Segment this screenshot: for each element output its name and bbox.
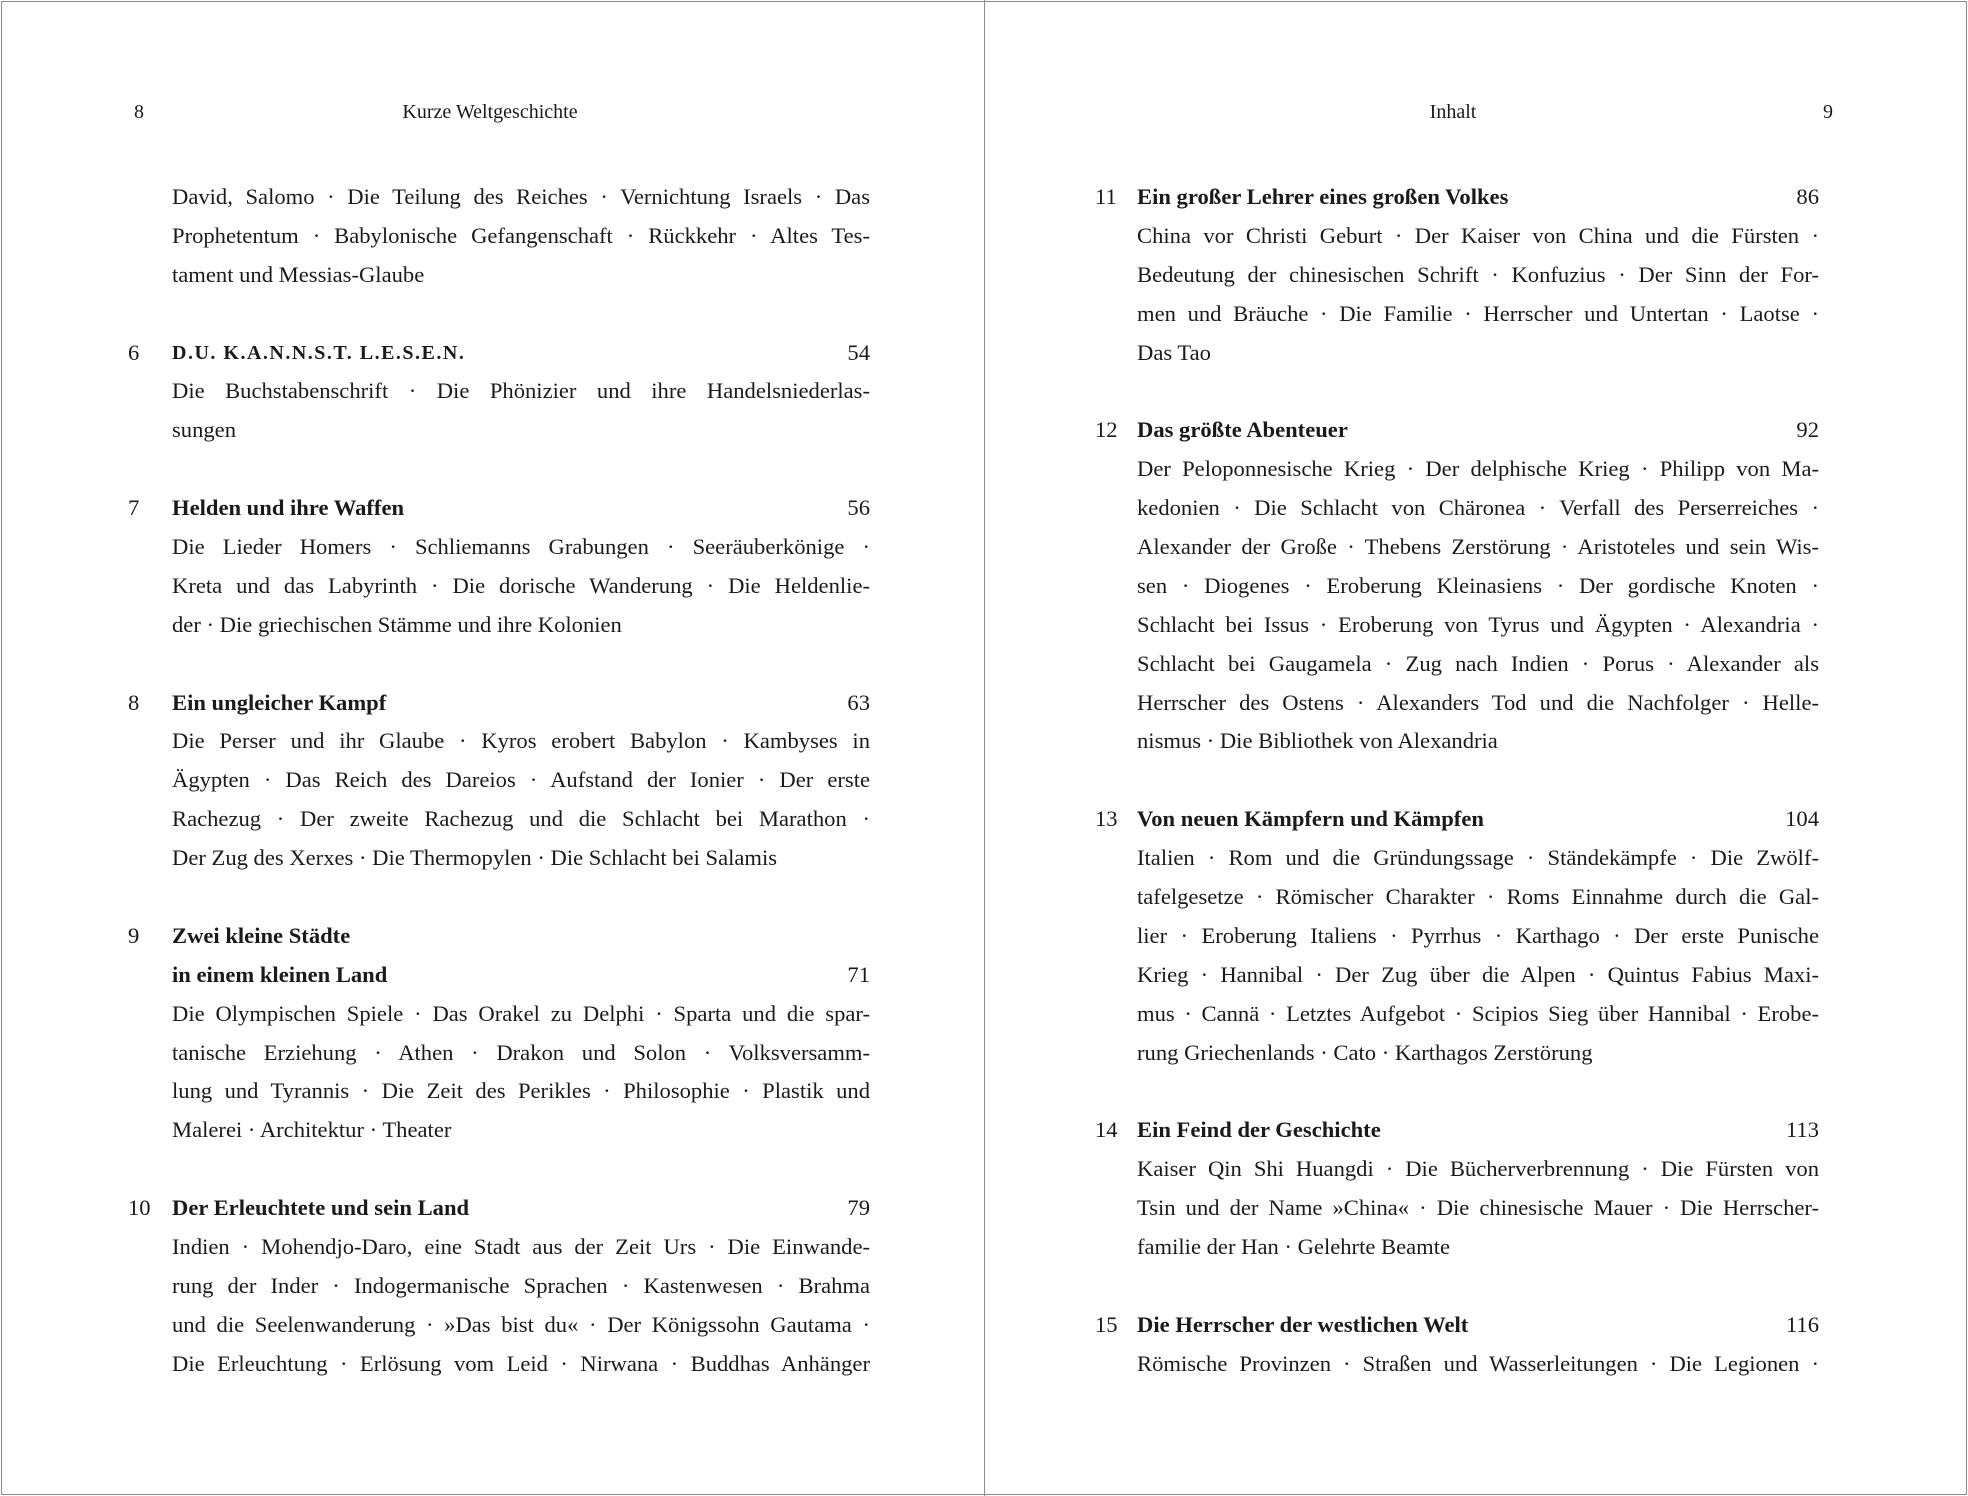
- entry-description-line: Der Zug des Xerxes · Die Thermopylen · Die Schlacht bei Salamis: [172, 845, 778, 871]
- toc-entry: [1095, 411, 1819, 761]
- entry-body: [172, 722, 870, 761]
- chapter-number: 15: [1095, 1311, 1118, 1337]
- entry-description-line: tanische Erziehung · Athen · Drakon und Solon · Volksversamm-: [172, 1039, 870, 1065]
- chapter-page-number: 104: [1785, 806, 1819, 832]
- toc-title-row: [128, 1189, 870, 1228]
- toc-entry: [128, 917, 870, 1150]
- entry-number-spacer: [1095, 917, 1137, 956]
- entry-description-line: tament und Messias-Glaube: [172, 261, 425, 287]
- entry-description-line: Tsin und der Name »China« · Die chinesische Mauer · Die Herrscher-: [1137, 1195, 1819, 1221]
- chapter-page-number: 113: [1785, 1117, 1819, 1143]
- entry-body: [1137, 528, 1819, 567]
- entry-description-line: kedonien · Die Schlacht von Chäronea · Verfall des Perserreiches ·: [1137, 495, 1819, 521]
- entry-number-spacer: [1095, 606, 1137, 645]
- toc-title-row: [1095, 1306, 1819, 1345]
- toc-row: [1095, 1150, 1819, 1189]
- entry-body: [1137, 295, 1819, 334]
- entry-description-line: lier · Eroberung Italiens · Pyrrhus · Karthago · Der erste Punische: [1137, 922, 1819, 948]
- entry-number-spacer: [128, 178, 172, 217]
- entry-body: [172, 1345, 870, 1384]
- entry-number-spacer: [1095, 450, 1137, 489]
- toc-row: [128, 995, 870, 1034]
- toc-row: [1095, 334, 1819, 373]
- toc-row: [128, 411, 870, 450]
- toc-row: [1095, 528, 1819, 567]
- entry-number-spacer: [1095, 567, 1137, 606]
- entry-number-spacer: [128, 567, 172, 606]
- toc-row: [128, 839, 870, 878]
- chapter-title: [172, 1189, 870, 1228]
- entry-description-line: der · Die griechischen Stämme und ihre Kolonien: [172, 611, 622, 637]
- chapter-title-text: Die Herrscher der westlichen Welt: [1137, 1311, 1469, 1337]
- entry-body: [1137, 1345, 1819, 1384]
- entry-description-line: Prophetentum · Babylonische Gefangenschaft · Rückkehr · Altes Tes-: [172, 222, 870, 248]
- entry-number-spacer: [128, 1345, 172, 1384]
- toc-entry: [128, 684, 870, 878]
- entry-number-spacer: [128, 722, 172, 761]
- toc-row: [1095, 839, 1819, 878]
- chapter-page-number: 56: [847, 495, 870, 521]
- chapter-title-text: Ein Feind der Geschichte: [1137, 1117, 1381, 1143]
- toc-row: [128, 800, 870, 839]
- entry-body: [1137, 956, 1819, 995]
- entry-number-spacer: [128, 411, 172, 450]
- toc-row: [128, 217, 870, 256]
- toc-row: [1095, 1345, 1819, 1384]
- entry-description-line: Alexander der Große · Thebens Zerstörung · Aristoteles und sein Wis-: [1137, 534, 1819, 560]
- entry-number-spacer: [128, 1228, 172, 1267]
- entry-number-spacer: [1095, 1189, 1137, 1228]
- toc-row: [1095, 567, 1819, 606]
- chapter-page-number: 71: [847, 961, 870, 987]
- entry-description-line: und die Seelenwanderung · »Das bist du« · Der Königssohn Gautama ·: [172, 1311, 870, 1337]
- toc-row: [128, 1034, 870, 1073]
- entry-number-spacer: [1095, 1034, 1137, 1073]
- entry-body: [1137, 1189, 1819, 1228]
- chapter-number: 6: [128, 339, 140, 365]
- entry-number-spacer: [128, 256, 172, 295]
- entry-body: [1137, 489, 1819, 528]
- entry-body: [172, 1267, 870, 1306]
- entry-number-spacer: [128, 800, 172, 839]
- toc-entry: [128, 489, 870, 645]
- entry-number-spacer: [1095, 956, 1137, 995]
- toc-title-row: [1095, 178, 1819, 217]
- entry-number-spacer: [1095, 995, 1137, 1034]
- chapter-page-number: 63: [847, 689, 870, 715]
- entry-body: [172, 1111, 870, 1150]
- chapter-title-text: Der Erleuchtete und sein Land: [172, 1195, 470, 1221]
- entry-body: [1137, 450, 1819, 489]
- entry-description-line: Der Peloponnesische Krieg · Der delphische Krieg · Philipp von Ma-: [1137, 456, 1819, 482]
- entry-body: [1137, 256, 1819, 295]
- entry-number-spacer: [1095, 878, 1137, 917]
- toc-entry: [1095, 1111, 1819, 1267]
- chapter-title-text: Ein großer Lehrer eines großen Volkes: [1137, 184, 1509, 209]
- chapter-number: 9: [128, 922, 140, 948]
- entry-body: [172, 411, 870, 450]
- entry-description-line: rung der Inder · Indogermanische Sprachen · Kastenwesen · Brahma: [172, 1272, 870, 1298]
- entry-body: [1137, 1150, 1819, 1189]
- entry-description-line: Herrscher des Ostens · Alexanders Tod und die Nachfolger · Helle-: [1137, 689, 1819, 715]
- entry-number-spacer: [128, 1267, 172, 1306]
- entry-body: [172, 606, 870, 645]
- toc-row: [128, 1111, 870, 1150]
- entry-description-line: lung und Tyrannis · Die Zeit des Perikles · Philosophie · Plastik und: [172, 1078, 870, 1104]
- entry-body: [172, 761, 870, 800]
- toc-row: [128, 1228, 870, 1267]
- entry-body: [1137, 645, 1819, 684]
- entry-description-line: mus · Cannä · Letztes Aufgebot · Scipios Sieg über Hannibal · Erobe-: [1137, 1000, 1819, 1026]
- toc-row: [128, 528, 870, 567]
- chapter-title: [172, 956, 870, 995]
- chapter-number: 8: [128, 689, 140, 715]
- chapter-title: [172, 334, 870, 373]
- entry-body: [172, 1034, 870, 1073]
- chapter-title: [1137, 1306, 1819, 1345]
- toc-row: [128, 1072, 870, 1111]
- entry-description-line: men und Bräuche · Die Familie · Herrscher und Untertan · Laotse ·: [1137, 300, 1819, 326]
- entry-body: [172, 528, 870, 567]
- chapter-title-text: Helden und ihre Waffen: [172, 495, 405, 521]
- running-head: Inhalt: [1429, 101, 1477, 123]
- right-page: [985, 0, 1968, 1496]
- entry-number-spacer: [1095, 1150, 1137, 1189]
- entry-number-spacer: [1095, 295, 1137, 334]
- entry-number-spacer: [1095, 1228, 1137, 1267]
- entry-number-spacer: [128, 1306, 172, 1345]
- entry-description-line: sen · Diogenes · Eroberung Kleinasiens · Der gordische Knoten ·: [1137, 572, 1819, 598]
- entry-body: [1137, 878, 1819, 917]
- entry-number-spacer: [1095, 1345, 1137, 1384]
- entry-description-line: Krieg · Hannibal · Der Zug über die Alpen · Quintus Fabius Maxi-: [1137, 961, 1819, 987]
- entry-body: [1137, 684, 1819, 723]
- entry-body: [1137, 995, 1819, 1034]
- toc-row: [1095, 489, 1819, 528]
- chapter-title: [1137, 411, 1819, 450]
- entry-number-spacer: [1095, 256, 1137, 295]
- entry-body: [172, 800, 870, 839]
- entry-description-line: Schlacht bei Issus · Eroberung von Tyrus und Ägypten · Alexandria ·: [1137, 611, 1819, 637]
- entry-description-line: Die Buchstabenschrift · Die Phönizier und ihre Handelsniederlas-: [172, 378, 870, 404]
- entry-number-spacer: [128, 1034, 172, 1073]
- chapter-title-text: Von neuen Kämpfern und Kämpfen: [1137, 806, 1484, 832]
- chapter-page-number: 86: [1796, 184, 1819, 209]
- entry-body: [172, 178, 870, 217]
- entry-description-line: Indien · Mohendjo-Daro, eine Stadt aus der Zeit Urs · Die Einwande-: [172, 1234, 870, 1260]
- entry-description-line: China vor Christi Geburt · Der Kaiser von China und die Fürsten ·: [1137, 222, 1819, 248]
- chapter-page-number: 54: [847, 339, 870, 365]
- toc-row: [1095, 917, 1819, 956]
- entry-description-line: Schlacht bei Gaugamela · Zug nach Indien · Porus · Alexander als: [1137, 650, 1819, 676]
- toc-title-row: [128, 917, 870, 956]
- page-number: 9: [1823, 101, 1833, 123]
- chapter-page-number: 116: [1785, 1311, 1819, 1337]
- toc-row: [128, 372, 870, 411]
- toc-entry: [128, 334, 870, 451]
- toc-row: [1095, 645, 1819, 684]
- entry-number-spacer: [128, 995, 172, 1034]
- entry-number-spacer: [1095, 722, 1137, 761]
- toc-row: [1095, 606, 1819, 645]
- entry-body: [172, 839, 870, 878]
- entry-number-spacer: [1095, 684, 1137, 723]
- chapter-title-text: D.U. K.A.N.N.S.T. L.E.S.E.N.: [172, 341, 466, 364]
- toc-entry: [128, 1189, 870, 1383]
- entry-description-line: Die Perser und ihr Glaube · Kyros erobert Babylon · Kambyses in: [172, 728, 870, 754]
- chapter-number: 11: [1095, 184, 1117, 209]
- chapter-page-number: 79: [847, 1195, 870, 1221]
- entry-description-line: sungen: [172, 417, 237, 443]
- entry-body: [1137, 1228, 1819, 1267]
- chapter-number: 10: [128, 1195, 151, 1221]
- chapter-title-text: Ein ungleicher Kampf: [172, 689, 387, 715]
- chapter-title-text: Das größte Abenteuer: [1137, 417, 1348, 443]
- toc-row: [1095, 295, 1819, 334]
- chapter-title-text: Zwei kleine Städte: [172, 922, 351, 948]
- chapter-title: [172, 684, 870, 723]
- entry-description-line: rung Griechenlands · Cato · Karthagos Zerstörung: [1137, 1039, 1593, 1065]
- toc-row: [1095, 450, 1819, 489]
- toc-row: [128, 178, 870, 217]
- toc-title-row: [1095, 1111, 1819, 1150]
- entry-body: [172, 372, 870, 411]
- entry-number-spacer: [128, 372, 172, 411]
- entry-number-spacer: [128, 1072, 172, 1111]
- toc-row: [128, 1345, 870, 1384]
- entry-number-spacer: [1095, 217, 1137, 256]
- entry-number-spacer: [1095, 645, 1137, 684]
- toc-row: [128, 722, 870, 761]
- toc-title-row: [128, 489, 870, 528]
- entry-number-spacer: [128, 606, 172, 645]
- chapter-number: [128, 956, 172, 995]
- chapter-title: [172, 917, 870, 956]
- entry-description-line: Die Olympischen Spiele · Das Orakel zu Delphi · Sparta und die spar-: [172, 1000, 870, 1026]
- toc-row: [1095, 684, 1819, 723]
- entry-body: [172, 217, 870, 256]
- chapter-number: 14: [1095, 1117, 1118, 1143]
- entry-description-line: Italien · Rom und die Gründungssage · Ständekämpfe · Die Zwölf-: [1137, 845, 1819, 871]
- entry-description-line: Die Lieder Homers · Schliemanns Grabungen · Seeräuberkönige ·: [172, 534, 870, 560]
- entry-number-spacer: [1095, 839, 1137, 878]
- entry-body: [1137, 917, 1819, 956]
- entry-description-line: Römische Provinzen · Straßen und Wasserleitungen · Die Legionen ·: [1137, 1350, 1819, 1376]
- entry-description-line: Kaiser Qin Shi Huangdi · Die Bücherverbrennung · Die Fürsten von: [1137, 1156, 1819, 1182]
- entry-description-line: Bedeutung der chinesischen Schrift · Konfuzius · Der Sinn der For-: [1137, 261, 1819, 287]
- toc-continuation: [128, 178, 870, 295]
- toc-entry: [1095, 1306, 1819, 1384]
- toc-row: [1095, 1189, 1819, 1228]
- entry-body: [172, 567, 870, 606]
- table-of-contents: [1095, 178, 1819, 1423]
- toc-title-row: [1095, 800, 1819, 839]
- entry-description-line: tafelgesetze · Römischer Charakter · Roms Einnahme durch die Gal-: [1137, 884, 1819, 910]
- entry-body: [172, 1228, 870, 1267]
- entry-number-spacer: [128, 839, 172, 878]
- entry-description-line: nismus · Die Bibliothek von Alexandria: [1137, 728, 1498, 754]
- toc-title-row: [128, 956, 870, 995]
- entry-body: [1137, 1034, 1819, 1073]
- toc-row: [128, 256, 870, 295]
- toc-row: [128, 761, 870, 800]
- entry-number-spacer: [1095, 334, 1137, 373]
- entry-description-line: familie der Han · Gelehrte Beamte: [1137, 1234, 1451, 1260]
- entry-description-line: Kreta und das Labyrinth · Die dorische Wanderung · Die Heldenlie-: [172, 572, 870, 598]
- toc-row: [1095, 878, 1819, 917]
- entry-number-spacer: [128, 528, 172, 567]
- entry-body: [172, 256, 870, 295]
- entry-body: [172, 1072, 870, 1111]
- entry-number-spacer: [128, 1111, 172, 1150]
- toc-entry: [1095, 178, 1819, 372]
- toc-row: [1095, 995, 1819, 1034]
- toc-title-row: [128, 684, 870, 723]
- entry-number-spacer: [128, 217, 172, 256]
- toc-row: [1095, 217, 1819, 256]
- entry-number-spacer: [1095, 489, 1137, 528]
- entry-description-line: Ägypten · Das Reich des Dareios · Aufstand der Ionier · Der erste: [172, 767, 870, 793]
- toc-entry: [1095, 800, 1819, 1072]
- chapter-title: [172, 489, 870, 528]
- chapter-title-text: in einem kleinen Land: [172, 961, 388, 987]
- entry-body: [1137, 334, 1819, 373]
- toc-row: [128, 606, 870, 645]
- toc-row: [1095, 1034, 1819, 1073]
- toc-row: [1095, 956, 1819, 995]
- toc-row: [1095, 1228, 1819, 1267]
- entry-description-line: David, Salomo · Die Teilung des Reiches · Vernichtung Israels · Das: [172, 184, 870, 209]
- chapter-page-number: 92: [1796, 417, 1819, 443]
- toc-row: [128, 1306, 870, 1345]
- running-head: Kurze Weltgeschichte: [402, 101, 578, 123]
- entry-body: [172, 995, 870, 1034]
- entry-description-line: Rachezug · Der zweite Rachezug und die Schlacht bei Marathon ·: [172, 806, 870, 832]
- entry-number-spacer: [128, 761, 172, 800]
- table-of-contents: [128, 178, 870, 1423]
- chapter-number: 12: [1095, 417, 1118, 443]
- toc-title-row: [128, 334, 870, 373]
- toc-row: [128, 1267, 870, 1306]
- toc-row: [1095, 722, 1819, 761]
- entry-body: [1137, 839, 1819, 878]
- page-number: 8: [134, 101, 144, 123]
- chapter-title: [1137, 1111, 1819, 1150]
- entry-number-spacer: [1095, 528, 1137, 567]
- chapter-title: [1137, 178, 1819, 217]
- entry-description-line: Malerei · Architektur · Theater: [172, 1117, 452, 1143]
- toc-row: [128, 567, 870, 606]
- entry-body: [1137, 217, 1819, 256]
- toc-title-row: [1095, 411, 1819, 450]
- toc-row: [1095, 256, 1819, 295]
- chapter-title: [1137, 800, 1819, 839]
- entry-body: [1137, 567, 1819, 606]
- chapter-number: 13: [1095, 806, 1118, 832]
- entry-description-line: Die Erleuchtung · Erlösung vom Leid · Nirwana · Buddhas Anhänger: [172, 1350, 870, 1376]
- entry-body: [1137, 606, 1819, 645]
- chapter-number: 7: [128, 495, 140, 521]
- entry-body: [172, 1306, 870, 1345]
- entry-body: [1137, 722, 1819, 761]
- entry-description-line: Das Tao: [1137, 339, 1211, 365]
